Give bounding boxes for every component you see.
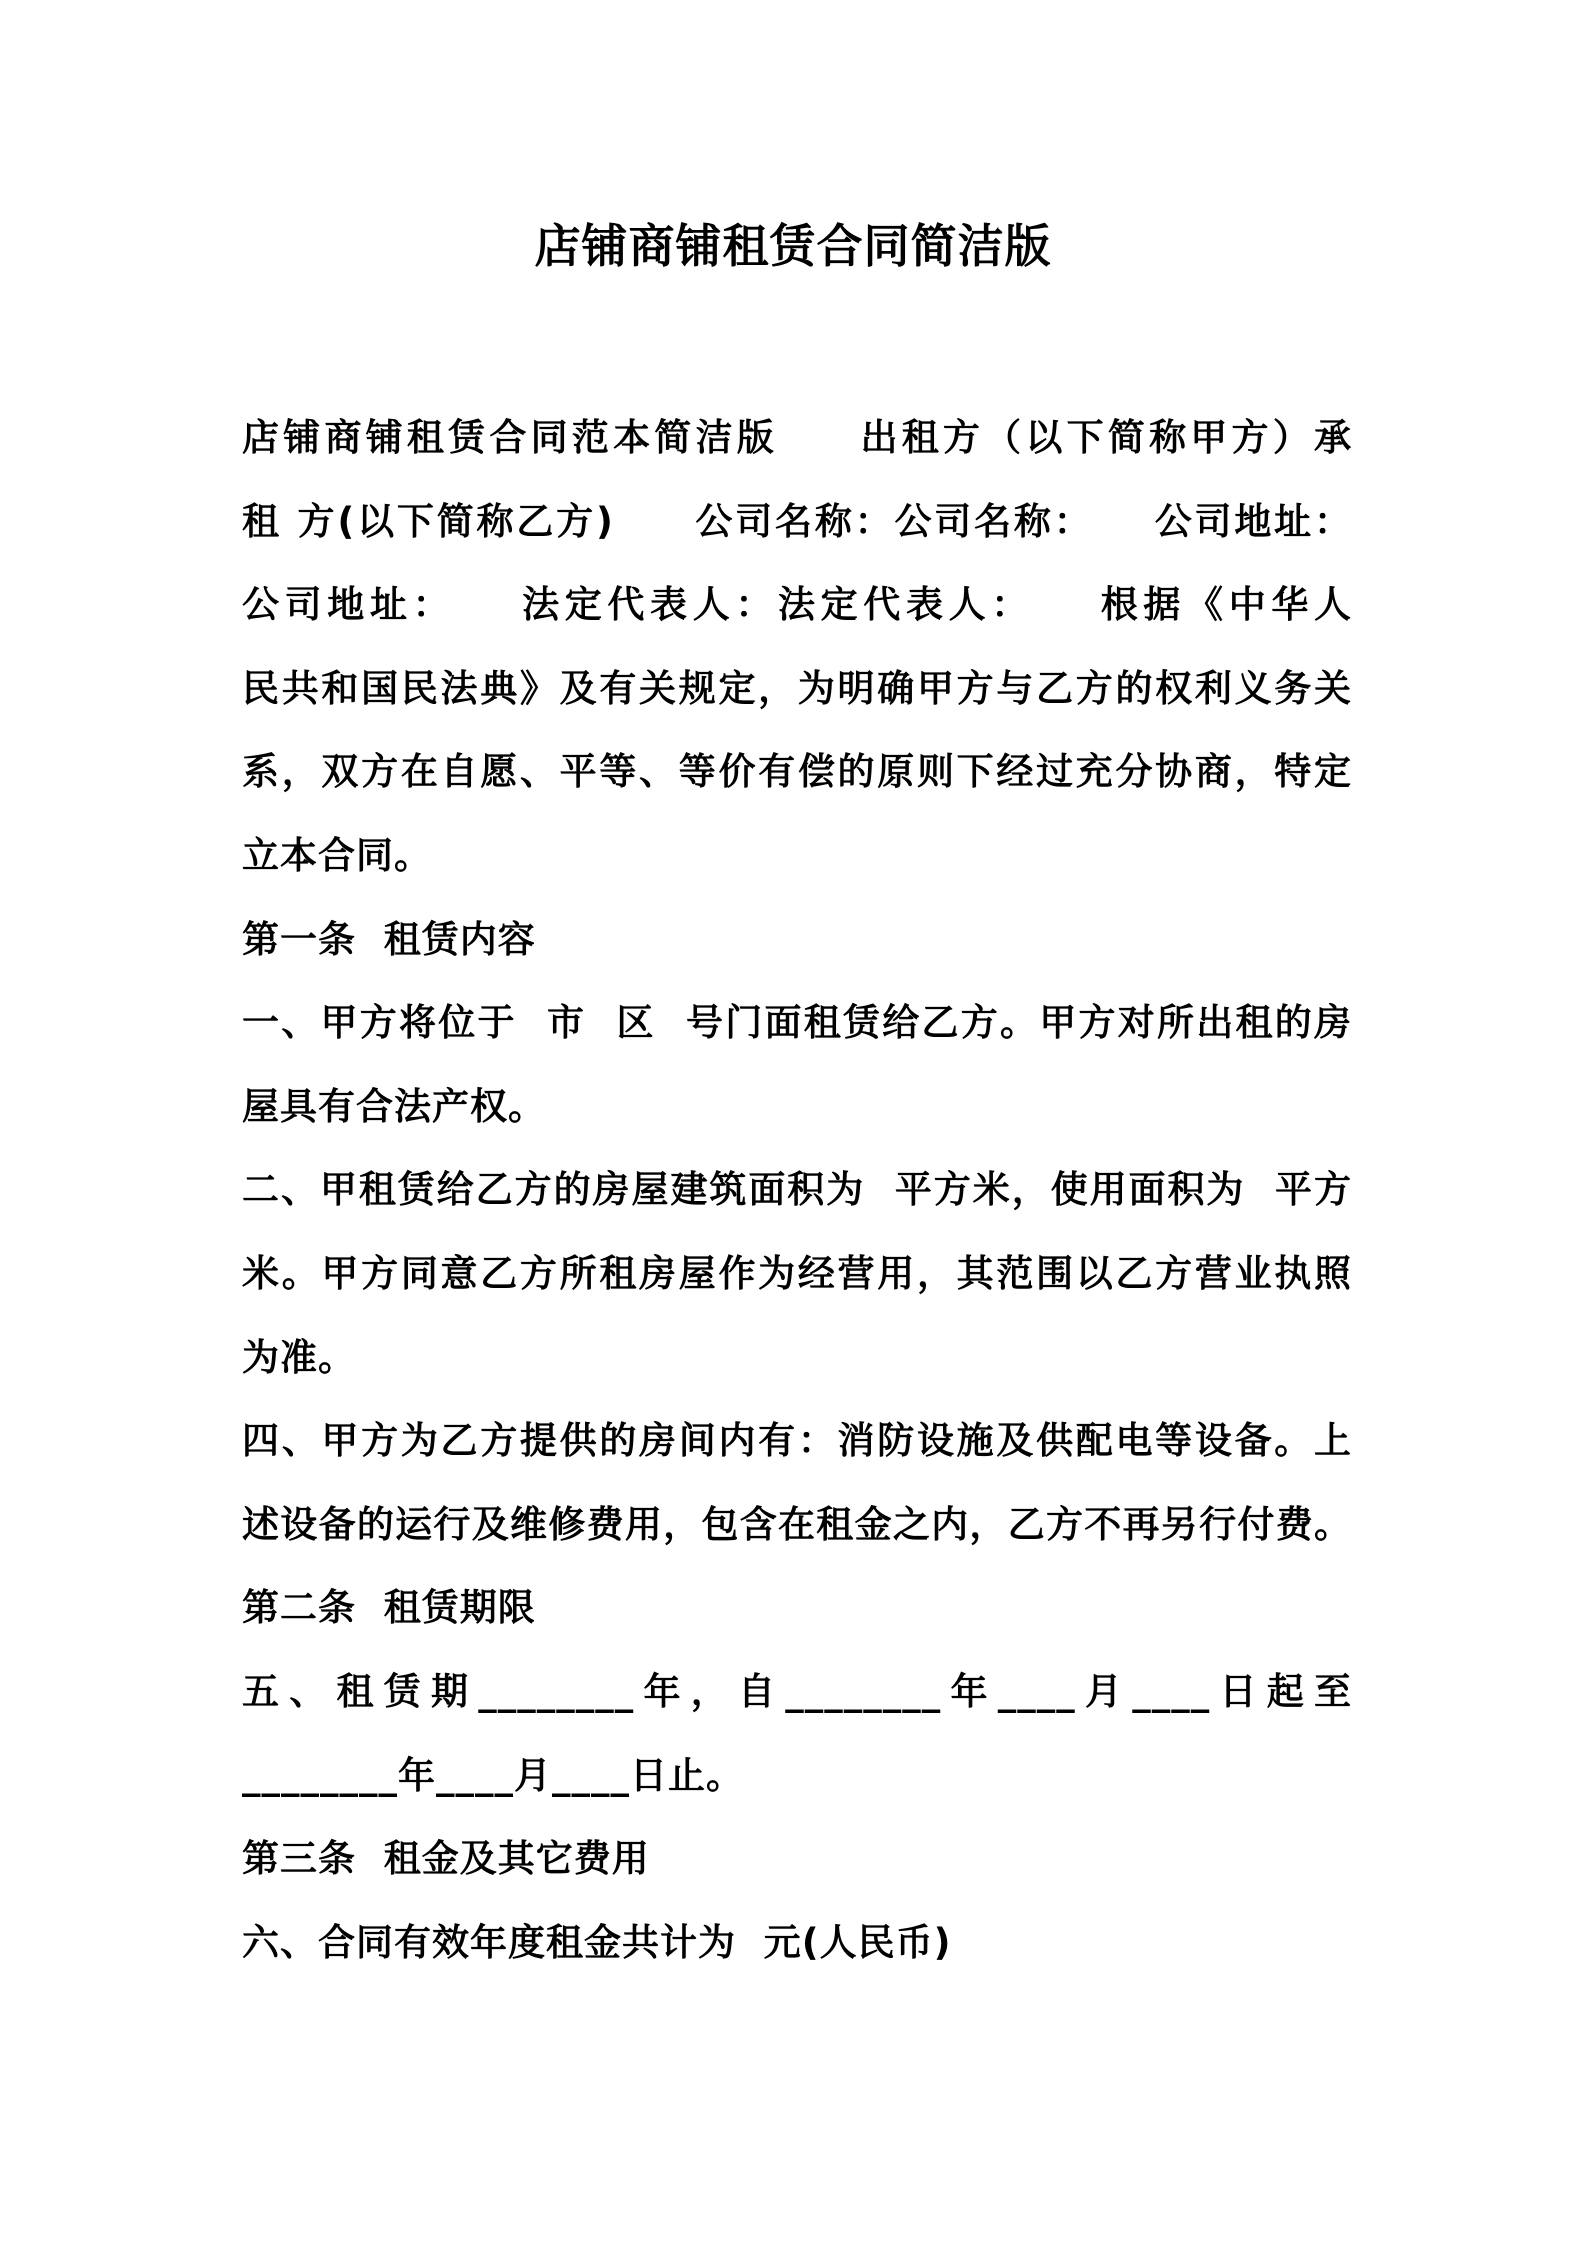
body-line: 米。甲方同意乙方所租房屋作为经营用，其范围以乙方营业执照 (242, 1251, 1352, 1295)
body-line: 公司地址： 法定代表人：法定代表人： 根据《中华人 (242, 583, 1352, 627)
body-line: 立本合同。 (242, 833, 432, 877)
document-title: 店铺商铺租赁合同简洁版 (534, 219, 1052, 273)
body-line: 租 方(以下简称乙方) 公司名称：公司名称： 公司地址： (242, 499, 1352, 543)
section-heading: 第三条 租金及其它费用 (242, 1837, 650, 1881)
body-line: 系，双方在自愿、平等、等价有偿的原则下经过充分协商，特定 (242, 750, 1352, 794)
body-line: 六、合同有效年度租金共计为 元(人民币) (242, 1920, 952, 1964)
section-heading: 第二条 租赁期限 (242, 1586, 536, 1630)
document-body (242, 396, 1352, 1984)
body-line: 五、租赁期________年，自________年____月____日起至 (242, 1669, 1352, 1713)
body-line: 四、甲方为乙方提供的房间内有：消防设施及供配电等设备。上 (242, 1419, 1352, 1463)
body-line: 店铺商铺租赁合同范本简洁版 出租方（以下简称甲方）承 (242, 416, 1352, 459)
body-line: 一、甲方将位于 市 区 号门面租赁给乙方。甲方对所出租的房 (242, 1001, 1352, 1045)
body-line: 为准。 (242, 1335, 356, 1379)
body-line: 屋具有合法产权。 (242, 1084, 546, 1128)
body-line: 民共和国民法典》及有关规定，为明确甲方与乙方的权利义务关 (242, 666, 1352, 710)
section-heading: 第一条 租赁内容 (242, 917, 536, 961)
body-line: 二、甲租赁给乙方的房屋建筑面积为 平方米，使用面积为 平方 (242, 1168, 1352, 1212)
body-line: 述设备的运行及维修费用，包含在租金之内，乙方不再另行付费。 (242, 1502, 1352, 1546)
body-line: ________年____月____日止。 (242, 1753, 744, 1797)
